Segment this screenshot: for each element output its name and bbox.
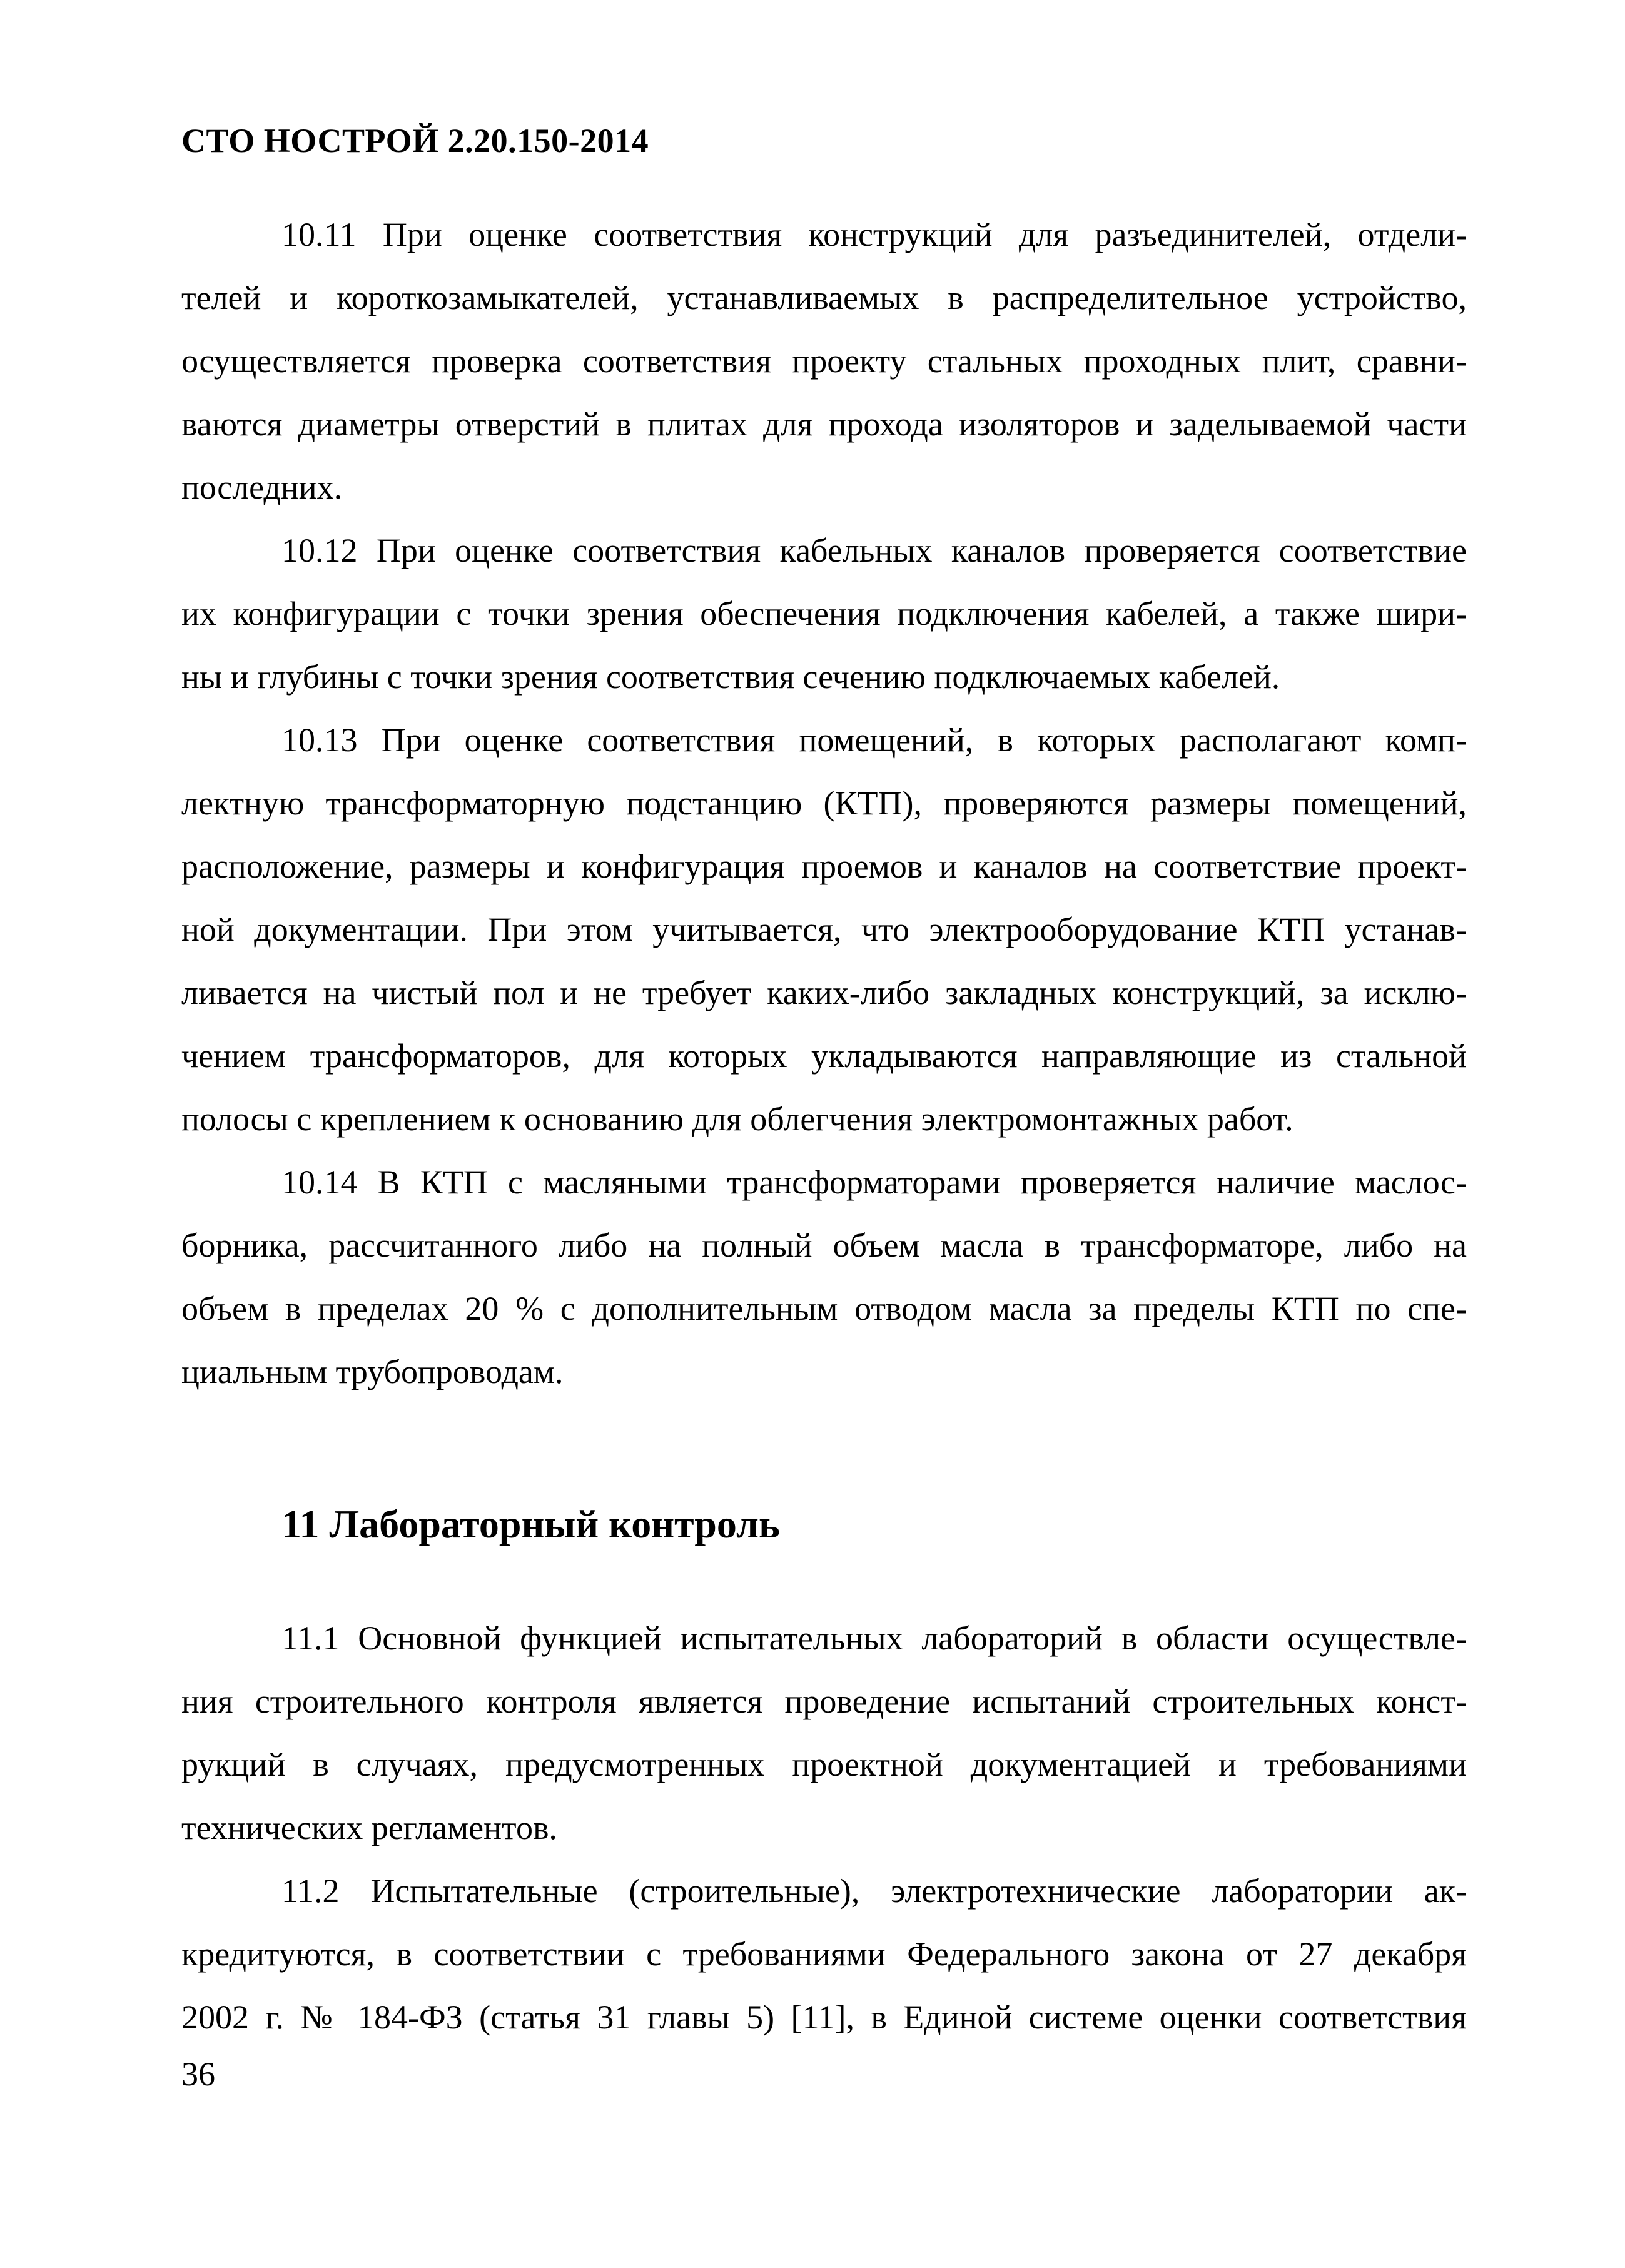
text-line: 10.11 При оценке соответствия конструкций для разъединителей, отдели- — [281, 216, 1467, 253]
text-line: последних. — [181, 468, 343, 506]
text-line: чением трансформаторов, для которых укладываются направляющие из стальной — [181, 1037, 1467, 1075]
text-line: технических регламентов. — [181, 1809, 557, 1846]
paragraph-10-14 — [181, 1151, 1467, 1404]
text-line: телей и короткозамыкателей, устанавливаемых в распределительное устройство, — [181, 279, 1467, 316]
text-line: 10.14 В КТП с масляными трансформаторами проверяется наличие маслос- — [281, 1163, 1467, 1201]
text-line: полосы с креплением к основанию для облегчения электромонтажных работ. — [181, 1100, 1293, 1138]
text-line: их конфигурации с точки зрения обеспечения подключения кабелей, а также шири- — [181, 595, 1467, 632]
paragraph-10-11 — [181, 203, 1467, 519]
text-line: ваются диаметры отверстий в плитах для прохода изоляторов и заделываемой части — [181, 405, 1467, 443]
section-heading-11: 11 Лабораторный контроль — [281, 1502, 780, 1546]
text-line: 10.12 При оценке соответствия кабельных каналов проверяется соответствие — [281, 532, 1467, 569]
text-line: ливается на чистый пол и не требует каких-либо закладных конструкций, за исклю- — [181, 974, 1467, 1011]
paragraph-11-2 — [181, 1860, 1467, 2049]
text-line: 11.1 Основной функцией испытательных лабораторий в области осуществле- — [281, 1619, 1467, 1657]
paragraph-11-1 — [181, 1607, 1467, 1860]
text-line: ны и глубины с точки зрения соответствия сечению подключаемых кабелей. — [181, 658, 1280, 696]
paragraph-10-12 — [181, 519, 1467, 709]
text-line: 10.13 При оценке соответствия помещений, в которых располагают комп- — [281, 721, 1467, 759]
text-line: лектную трансформаторную подстанцию (КТП), проверяются размеры помещений, — [181, 784, 1467, 822]
document-code: СТО НОСТРОЙ 2.20.150-2014 — [181, 122, 649, 159]
text-line: борника, рассчитанного либо на полный объем масла в трансформаторе, либо на — [181, 1227, 1467, 1264]
text-line: объем в пределах 20 % с дополнительным отводом масла за пределы КТП по спе- — [181, 1290, 1467, 1327]
text-line: расположение, размеры и конфигурация проемов и каналов на соответствие проект- — [181, 848, 1467, 885]
text-line: рукций в случаях, предусмотренных проектной документацией и требованиями — [181, 1746, 1467, 1783]
text-line: ной документации. При этом учитывается, что электрооборудование КТП устанав- — [181, 911, 1467, 948]
text-line: кредитуются, в соответствии с требованиями Федерального закона от 27 декабря — [181, 1935, 1467, 1973]
text-line: 2002 г. № 184-ФЗ (статья 31 главы 5) [11], в Единой системе оценки соответствия — [181, 1998, 1467, 2036]
text-line: осуществляется проверка соответствия проекту стальных проходных плит, сравни- — [181, 342, 1467, 380]
paragraph-10-13 — [181, 709, 1467, 1151]
text-line: циальным трубопроводам. — [181, 1353, 564, 1390]
text-line: 11.2 Испытательные (строительные), электротехнические лаборатории ак- — [281, 1872, 1467, 1910]
text-line: ния строительного контроля является проведение испытаний строительных конст- — [181, 1683, 1467, 1720]
page-number: 36 — [181, 2055, 215, 2093]
